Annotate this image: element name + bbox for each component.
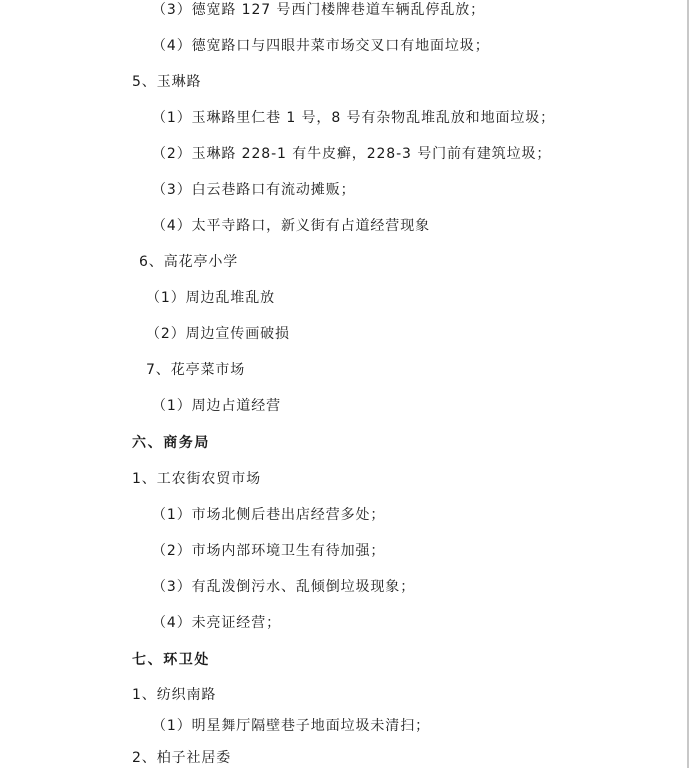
text-line: （1）周边占道经营 — [152, 398, 282, 414]
chapter-heading: 七、环卫处 — [132, 652, 210, 668]
section-heading: 2、柏子社居委 — [132, 750, 232, 766]
text-line: （4）德宽路口与四眼井菜市场交叉口有地面垃圾； — [152, 38, 490, 54]
section-heading: 7、花亭菜市场 — [146, 362, 246, 378]
section-heading: 5、玉琳路 — [132, 74, 202, 90]
section-heading: 1、纺织南路 — [132, 687, 217, 703]
text-line: （3）有乱泼倒污水、乱倾倒垃圾现象； — [152, 579, 416, 595]
text-line: （2）玉琳路 228-1 有牛皮癣，228-3 号门前有建筑垃圾； — [152, 146, 552, 162]
text-line: （3）白云巷路口有流动摊贩； — [152, 182, 356, 198]
text-line: （1）市场北侧后巷出店经营多处； — [152, 507, 386, 523]
text-line: （2）市场内部环境卫生有待加强； — [152, 543, 386, 559]
section-heading: 1、工农街农贸市场 — [132, 471, 262, 487]
section-heading: 6、高花亭小学 — [139, 254, 239, 270]
text-line: （1）周边乱堆乱放 — [146, 290, 276, 306]
text-line: （3）德宽路 127 号西门楼牌巷道车辆乱停乱放； — [152, 2, 486, 18]
chapter-heading: 六、商务局 — [132, 435, 210, 451]
text-line: （4）未亮证经营； — [152, 615, 282, 631]
text-line: （1）明星舞厅隔壁巷子地面垃圾未清扫； — [152, 718, 431, 734]
text-line: （1）玉琳路里仁巷 1 号，8 号有杂物乱堆乱放和地面垃圾； — [152, 110, 556, 126]
text-line: （4）太平寺路口，新义街有占道经营现象 — [152, 218, 431, 234]
text-line: （2）周边宣传画破损 — [146, 326, 290, 342]
